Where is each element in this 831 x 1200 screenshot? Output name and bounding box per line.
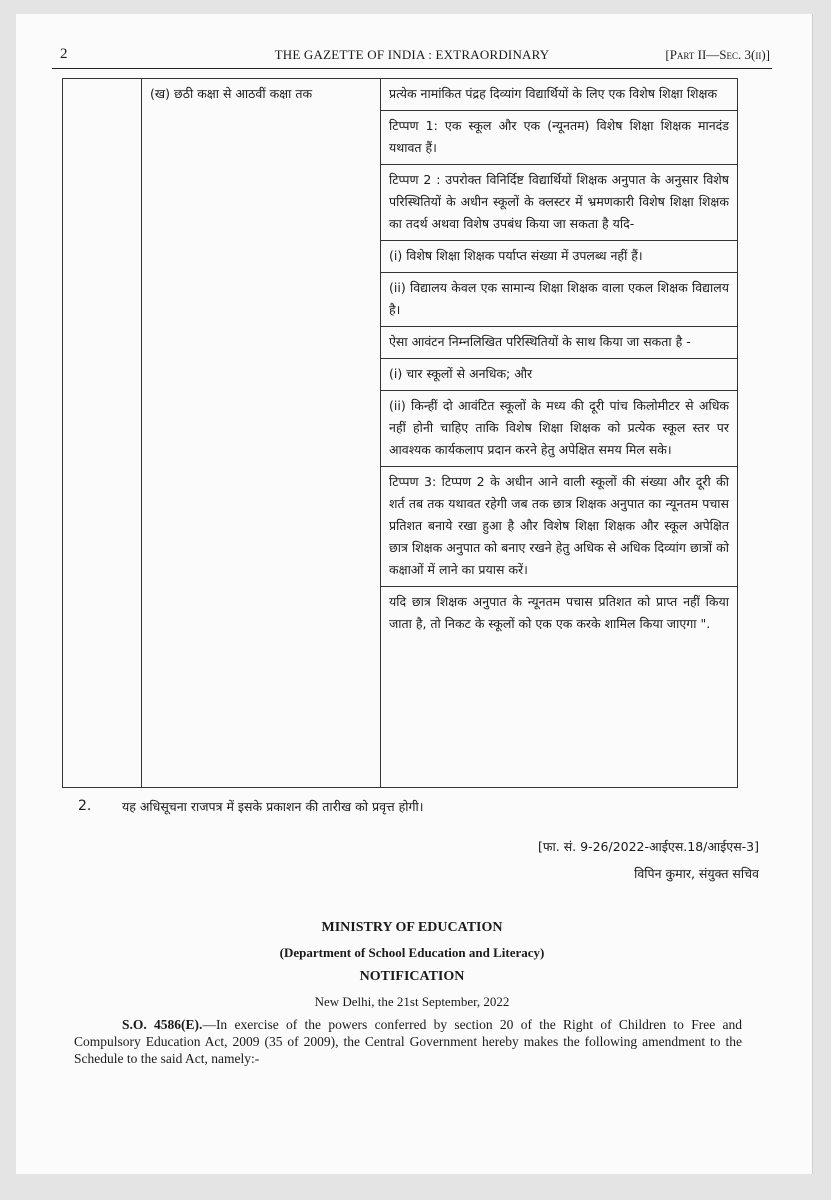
- note-2: टिप्पण 2 : उपरोक्त विनिर्दिष्ट विद्यार्थियों शिक्षक अनुपात के अनुसार विशेष परिस्थितियों के अधीन स्कूलों के क्लस्टर में भ्रमणकारी विशेष शिक्षा शिक्षक का तदर्थ अथवा विशेष उपबंध किया जा सकता है यदि-: [381, 165, 737, 241]
- table-row: [63, 79, 738, 788]
- paragraph-number: 2.: [78, 798, 92, 814]
- note-2-condition-i: (i) विशेष शिक्षा शिक्षक पर्याप्त संख्या में उपलब्ध नहीं हैं।: [381, 241, 737, 273]
- department-heading: (Department of School Education and Literacy): [279, 945, 545, 960]
- ministry-heading: MINISTRY OF EDUCATION: [321, 920, 503, 935]
- dateline: New Delhi, the 21st September, 2022: [314, 994, 510, 1009]
- part-section: [Part II—Sec. 3(ii)]: [665, 47, 770, 62]
- paragraph-text: यह अधिसूचना राजपत्र में इसके प्रकाशन की तारीख को प्रवृत्त होगी।: [122, 799, 424, 814]
- notification-body-text: —In exercise of the powers conferred by section 20 of the Right of Children to Free and Compulsory Education Act, 2009 (35 of 2009), the Central Government hereby makes the following amendment to the Schedule to the said Act, namely:-: [74, 1017, 743, 1066]
- norm-ratio: प्रत्येक नामांकित पंद्रह दिव्यांग विद्यार्थियों के लिए एक विशेष शिक्षा शिक्षक: [381, 79, 737, 111]
- note-2-condition-ii: (ii) विद्यालय केवल एक सामान्य शिक्षा शिक्षक वाला एकल शिक्षक विद्यालय है।: [381, 273, 737, 327]
- allocation-intro: ऐसा आवंटन निम्नलिखित परिस्थितियों के साथ किया जा सकता है -: [381, 327, 737, 359]
- allocation-i: (i) चार स्कूलों से अनधिक; और: [381, 359, 737, 391]
- file-reference: [फा. सं. 9-26/2022-आईएस.18/आईएस-3]: [538, 839, 759, 854]
- so-number: S.O. 4586(E).: [122, 1017, 203, 1032]
- notification-heading: NOTIFICATION: [359, 969, 465, 984]
- signatory: विपिन कुमार, संयुक्त सचिव: [634, 866, 759, 881]
- schedule-table: [62, 78, 738, 788]
- page-header: [52, 44, 772, 69]
- class-range-cell: (ख) छठी कक्षा से आठवीं कक्षा तक: [142, 79, 381, 788]
- allocation-ii: (ii) किन्हीं दो आवंटित स्कूलों के मध्य की दूरी पांच किलोमीटर से अधिक नहीं होनी चाहिए ताकि विशेष शिक्षा शिक्षक को प्रत्येक स्कूल स्तर पर आवश्यक कार्यकलाप प्रदान करने हेतु अपेक्षित समय मिल सके।: [381, 391, 737, 467]
- page-number: 2: [60, 46, 68, 62]
- notification-body: [74, 1016, 742, 1067]
- note-3: टिप्पण 3: टिप्पण 2 के अधीन आने वाली स्कूलों की संख्या और दूरी की शर्त तब तक यथावत रहेगी जब तक छात्र शिक्षक अनुपात का न्यूनतम पचास प्रतिशत बनाये रखा हुआ है और विशेष शिक्षा शिक्षक और स्कूल अपेक्षित छात्र शिक्षक अनुपात को बनाए रखने हेतु अधिक से अधिक दिव्यांग छात्रों को कक्षाओं में लाने का प्रयास करें।: [381, 467, 737, 587]
- table-cell-blank: [63, 79, 142, 788]
- closing-provision: यदि छात्र शिक्षक अनुपात के न्यूनतम पचास प्रतिशत को प्राप्त नहीं किया जाता है, तो निकट के स्कूलों को एक एक करके शामिल किया जाएगा ".: [389, 594, 729, 631]
- note-1: टिप्पण 1: एक स्कूल और एक (न्यूनतम) विशेष शिक्षा शिक्षक मानदंड यथावत हैं।: [381, 111, 737, 165]
- gazette-title: THE GAZETTE OF INDIA : EXTRAORDINARY: [274, 47, 550, 62]
- norms-cell: [381, 79, 738, 788]
